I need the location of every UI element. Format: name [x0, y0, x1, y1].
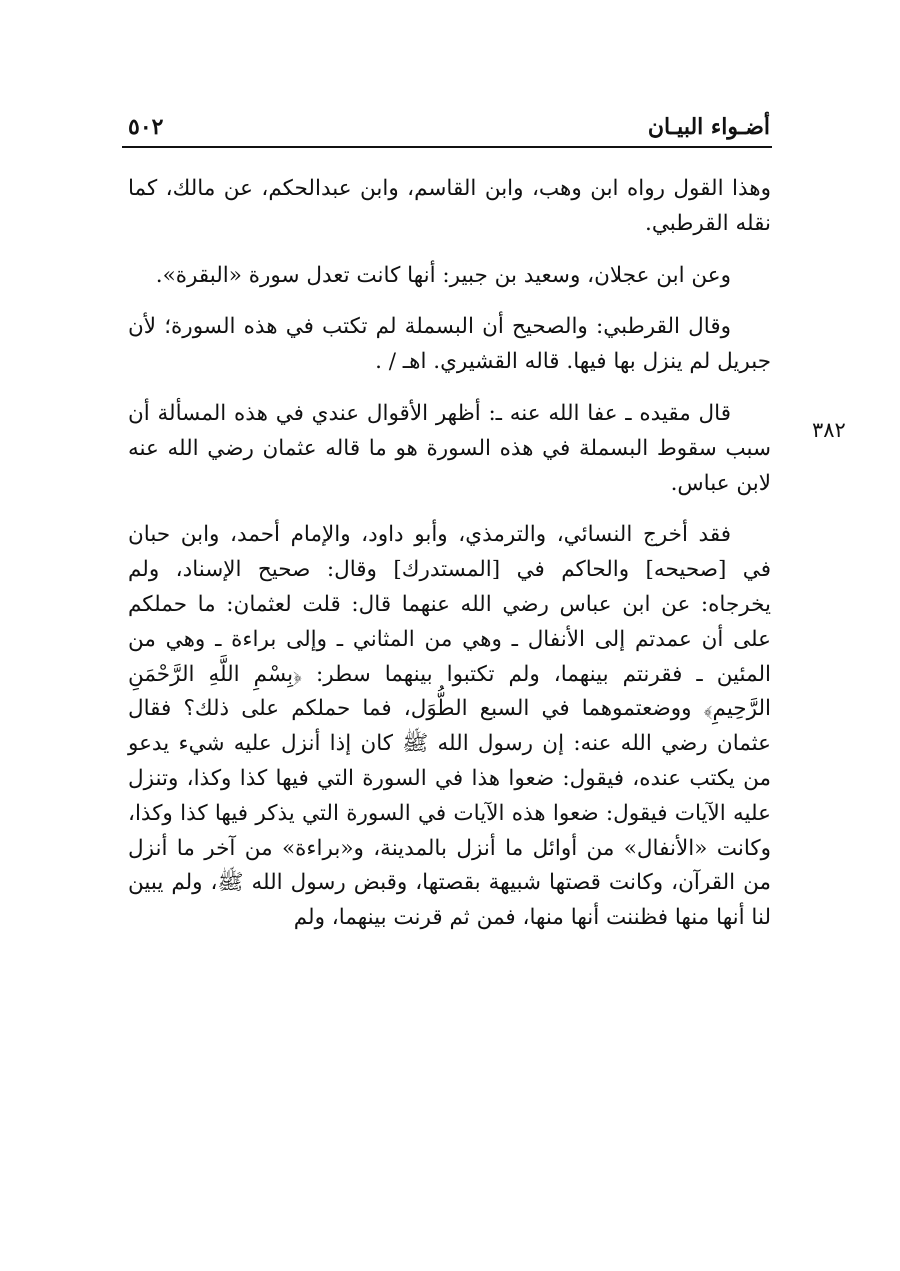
paragraph-3: وقال القرطبي: والصحيح أن البسملة لم تكتب في هذه السورة؛ لأن جبريل لم ينزل بها فيها. قاله القشيري. اهـ / .	[128, 314, 771, 375]
running-title: أضـواء البيـان	[647, 114, 770, 140]
body-text	[128, 172, 771, 953]
paragraph-2: وعن ابن عجلان، وسعيد بن جبير: أنها كانت تعدل سورة «البقرة».	[155, 262, 731, 288]
page-header	[122, 108, 772, 148]
paragraph-4: قال مقيده ـ عفا الله عنه ـ: أظهر الأقوال عندي في هذه المسألة أن سبب سقوط البسملة في هذه السورة هو ما قاله عثمان رضي الله عنه لابن عباس.	[128, 400, 771, 496]
paragraph-1: وهذا القول رواه ابن وهب، وابن القاسم، وابن عبدالحكم، عن مالك، كما نقله القرطبي.	[128, 176, 771, 236]
margin-reference-number: ٣٨٢	[812, 418, 846, 442]
page-number: ٥٠٢	[128, 114, 164, 140]
paragraph-5: فقد أخرج النسائي، والترمذي، وأبو داود، والإمام أحمد، وابن حبان في [صحيحه] والحاكم في [المستدرك] وقال: صحيح الإسناد، ولم يخرجاه: عن ابن عباس رضي الله عنهما قال: قلت لعثمان: ما حملكم على أن عمدتم إلى الأنفال ـ وهي من المثاني ـ وإلى براءة ـ وهي من المئين ـ فقرنتم بينهما، ولم تكتبوا بينهما سطر: ﴿بِسْمِ اللَّهِ الرَّحْمَنِ الرَّحِيمِ﴾ ووضعتموهما في السبع الطُّوَل، فما حملكم على ذلك؟ فقال عثمان رضي الله عنه: إن رسول الله ﷺ كان إذا أنزل عليه شيء يدعو من يكتب عنده، فيقول: ضعوا هذا في السورة التي فيها كذا وكذا، وتنزل عليه الآيات فيقول: ضعوا هذه الآيات في السورة التي يذكر فيها كذا وكذا، وكانت «الأنفال» من أوائل ما أنزل بالمدينة، و«براءة» من آخر ما أنزل من القرآن، وكانت قصتها شبيهة بقصتها، وقبض رسول الله ﷺ، ولم يبين لنا أنها منها فظننت أنها منها، فمن ثم قرنت بينهما، ولم	[128, 522, 771, 931]
